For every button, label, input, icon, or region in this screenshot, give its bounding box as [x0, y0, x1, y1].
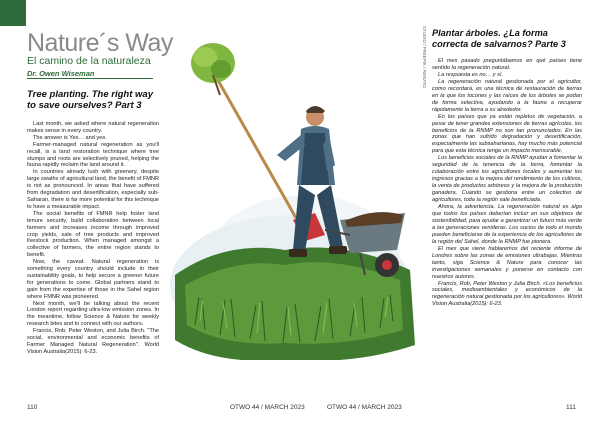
paragraph: El mes que viene hablaremos del reciente informe de Londres sobre las zonas de emisiones ultrabajas. Mientras tanto, siga Science & Nature para conocer las investigaciones semanales y ponerse en contacto con nuestros autores. — [432, 245, 582, 280]
author-name: Dr. Owen Wiseman — [27, 69, 95, 78]
paragraph: The social benefits of FMNR help foster land tenure security, build collaboration between local farmers and increases income through improved crop yields, sale of tree products and improved livestock production. When managed amongst a collective of farmers, the entire region stands to benefit. — [27, 210, 159, 259]
article-body-es — [432, 58, 582, 308]
page-number-right: 111 — [566, 404, 576, 411]
page-subtitle: El camino de la naturaleza — [27, 55, 151, 67]
citation: Francis, Rob, Peter Weston, and Julia Birch. "The social, environmental and economic benefits of Farmer Managed Natural Regeneration". World Vision Australia(2015): 6-23. — [27, 328, 159, 355]
paragraph: Next month, we'll be talking about the recent London report regarding ultra-low emission zones. In the meantime, follow Science & Nature for weekly research bites and to connect with our authors. — [27, 300, 159, 328]
article-heading-en: Tree planting. The right way to save ourselves? Part 3 — [27, 89, 153, 111]
page-title: Nature´s Way — [27, 29, 173, 57]
paragraph: Now, the caveat. Natural regeneration is something every country should include in their sustainability goals, to help secure a greener future for generations to come. Global partners stand to gain from the expertise of those in the Sahel region where FMNR was pioneered. — [27, 259, 159, 300]
article-body-en — [27, 121, 159, 356]
divider — [27, 78, 153, 79]
paragraph: In countries already lush with greenery, despite large swaths of agricultural land, the benefit of FMNR is not as pronounced. In areas that have suffered from degradation and desertification, especially sub-Saharan, there is far more potential for this technique to have a measurable impact. — [27, 169, 159, 210]
farmer-illustration — [165, 25, 420, 360]
paragraph: La respuesta es no… y sí. — [438, 71, 503, 78]
paragraph: Los beneficios sociales de la RNMP ayudan a fomentar la seguridad de la tenencia de la tierra, fomentar la colaboración entre los agricultores locales y aumentar los ingresos gracias a la mejora del rendimiento de los cultivos, la venta de productos arbóreos y la mejora de la producción ganadera. Cuando se gestiona entre un colectivo de agricultores, toda la región sale beneficiada. — [432, 155, 582, 204]
footer-right: OTWO 44 / MARCH 2023 — [327, 404, 402, 411]
footer-left: OTWO 44 / MARCH 2023 — [230, 404, 305, 411]
article-heading-es: Plantar árboles. ¿La forma correcta de salvarnos? Parte 3 — [432, 28, 566, 49]
paragraph: Farmer-managed natural regeneration as you'll recall, is a land restoration technique where tree stumps and roots are selectively pruned, helping the fauna rapidly reclaim the land around it. — [27, 141, 159, 169]
paragraph: Ahora, la advertencia. La regeneración natural es algo que todos los países deberían incluir en sus objetivos de sostenibilidad, para ayudar a garantizar un futuro más verde a las generaciones venideras. Los socios de todo el mundo pueden beneficiarse de la experiencia de los agricultores de la región del Sahel, donde la RNMP fue pionera. — [432, 204, 582, 245]
citation: Francis, Rob, Peter Weston y Julia Birch. «Los beneficios sociales, medioambientales y económicos de la regeneración natural gestionada por los agricultores». World Vision Australia(2015): 6-23. — [432, 280, 582, 308]
paragraph: Last month, we asked where natural regeneration makes sense in every country. — [27, 121, 159, 134]
image-credit: STUDIO / FREEPIK / RENATO — [422, 26, 427, 89]
corner-accent — [0, 0, 26, 26]
page-number-left: 110 — [27, 404, 38, 411]
paragraph: La regeneración natural gestionada por el agricultor, como recordará, es una técnica de restauración de tierras en la que los tocones y las raíces de los árboles se podan de forma selectiva, ayudando a la fauna a recuperar rápidamente la tierra a su alrededor. — [432, 78, 582, 113]
paragraph: The answer is Yes… and yes. — [33, 134, 107, 141]
paragraph: En los países que ya están repletos de vegetación, a pesar de tener grandes extensiones de tierras agrícolas, los beneficios de la RNMP no son tan pronunciados. En las zonas que han sufrido degradación y desertificación, especialmente las subsaharianas, hay mucho más potencial para que esta técnica tenga un impacto mensurable. — [432, 113, 582, 155]
paragraph: El mes pasado preguntábamos en qué países tiene sentido la regeneración natural. — [432, 58, 582, 71]
